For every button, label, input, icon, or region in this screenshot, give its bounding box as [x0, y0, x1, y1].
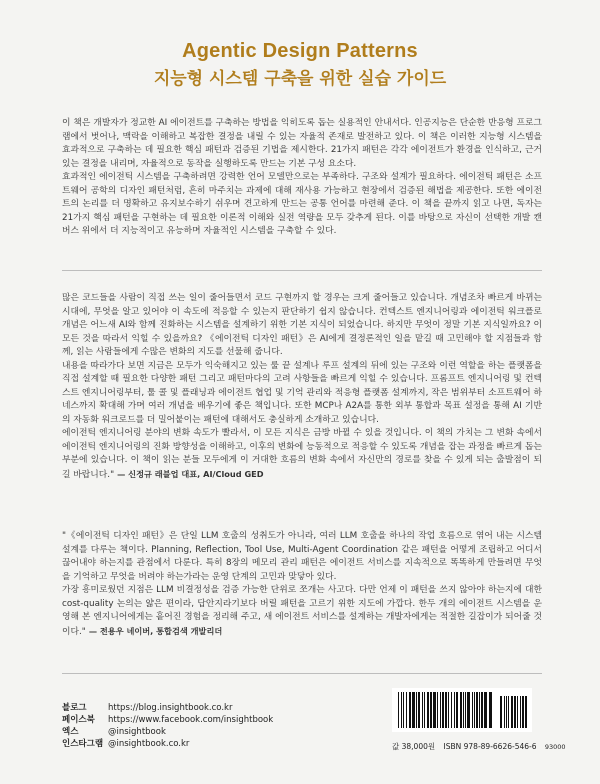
contact-label: 엑스: [62, 727, 79, 737]
isbn-barcode: [392, 688, 532, 732]
contact-label: 인스타그램: [62, 739, 104, 749]
contact-value: @insightbook: [108, 727, 166, 737]
contact-row: [62, 714, 273, 726]
quote-paragraph: 내용을 따라가다 보면 지금은 모두가 익숙해지고 있는 룰 끝 설계나 루프 설계의 뒤에 있는 구조와 이런 역할을 하는 플랫폼을 직접 설계할 때 필요한 다양한 패턴 그리고 패턴마다의 고려 사항들을 빠르게 익힐 수 있습니다. 프롬프트 엔지니어링 및 컨텍스트 엔지니어링부터, 툴 콜 및 플래닝과 에이전트 협업 및 기억 관리와 적응형 플랫폼 설계까지, 작은 범위부터 소프트웨어 하네스까지 확대해 가며 여러 개념을 배우기에 좋은 책입니다. 또한 MCP나 A2A를 통한 외부 통합과 목표 설정을 통해 AI 기반의 자동화 워크로드를 더 밀어붙이는 패턴에 대해서도 충실하게 소개하고 있습니다.: [62, 360, 542, 425]
review-quote-1: [62, 292, 542, 482]
contact-row: [62, 702, 273, 714]
contact-row: [62, 738, 273, 750]
barcode-graphic: [392, 688, 532, 732]
intro-paragraph: 이 책은 개발자가 정교한 AI 에이전트를 구축하는 방법을 익히도록 돕는 실용적인 안내서다. 인공지능은 단순한 반응형 프로그램에서 벗어나, 맥락을 이해하고 복잡한 결정을 내릴 수 있는 자율적 존재로 발전하고 있다. 이 책은 이러한 지능형 시스템을 효과적으로 구축하는 데 필요한 핵심 패턴과 검증된 기법을 제시한다. 21가지 패턴은 각각 에이전트가 환경을 인식하고, 근거 있는 결정을 내리며, 자율적으로 동작을 실행하도록 만드는 기본 구성 요소다.: [62, 118, 542, 169]
contact-value: https://blog.insightbook.co.kr: [108, 703, 233, 713]
contact-value: @insightbook.co.kr: [108, 739, 190, 749]
intro-section: [62, 117, 542, 239]
contact-row: [62, 726, 273, 738]
price-isbn-line: [392, 741, 566, 752]
quote-text: 가장 흥미로웠던 지점은 LLM 비결정성을 검증 가능한 단위로 쪼개는 사고다. 다만 언제 이 패턴을 쓰지 않아야 하는지에 대한 cost-quality 논의는 얇은 편이라, 답안지라기보다 버릴 패턴을 고르기 위한 지도에 가깝다. 한두 개의 에이전트 시스템을 운영해 본 엔지니어에게는 흩어진 경험을 정리해 주고, 새 에이전트 서비스를 설계하는 개발자에게는 적절한 길잡이가 되어줄 것이다.": [62, 585, 542, 637]
quote-text: 에이전틱 엔지니어링 분야의 변화 속도가 빨라서, 이 모든 지식은 금방 바뀔 수 있을 것입니다. 이 책의 가치는 그 변화 속에서 에이전틱 엔지니어링의 진화 방향성을 이해하고, 이후의 변화에 능동적으로 적응할 수 있도록 개념을 잡는 과정을 빠르게 돕는 부분에 있습니다. 이 책이 읽는 분들 모두에게 이 거대한 흐름의 변화 속에서 자신만의 경로를 찾을 수 있게 되는 출발점이 되길 바랍니다.": [62, 428, 542, 480]
quote-paragraph: 많은 코드들을 사람이 직접 쓰는 일이 줄어들면서 코드 구현까지 할 경우는 크게 줄어들고 있습니다. 개념조차 빠르게 바뀌는 시대에, 무엇을 알고 있어야 이 속도에 적응할 수 있는지 판단하기 쉽지 않습니다. 컨텍스트 엔지니어링과 에이전틱 워크플로 개념은 어느새 AI와 함께 진화하는 시스템을 설계하기 위한 기본 지식이 되었습니다. 하지만 무엇이 정말 기본 지식일까요? 이 모든 것을 따라서 익힐 수 있을까요? 《에이전틱 디자인 패턴》은 AI에게 결정론적인 일을 맡길 때 고민해야 할 지점들과 함께, 읽는 사람들에게 수많은 변화의 지도를 선물해 줍니다.: [62, 293, 542, 357]
quote-paragraph: [62, 584, 542, 639]
intro-paragraph: 효과적인 에이전틱 시스템을 구축하려면 강력한 언어 모델만으로는 부족하다. 구조와 설계가 필요하다. 에이전틱 패턴은 소프트웨어 공학의 디자인 패턴처럼, 흔히 마주치는 과제에 대해 재사용 가능하고 현장에서 검증된 해법을 제공한다. 또한 에이전트의 논리를 더 명확하고 유지보수하기 쉬우며 견고하게 만드는 공통 언어를 마련해 준다. 이 책을 끝까지 읽고 나면, 독자는 21가지 핵심 패턴을 구현하는 데 필요한 이론적 이해와 실전 역량을 모두 갖추게 된다. 이를 바탕으로 자신이 선택한 개발 캔버스 위에서 더 지능적이고 유능하며 자율적인 시스템을 구축할 수 있다.: [62, 172, 542, 236]
add-on-code: 93000: [544, 743, 566, 751]
review-quote-2: [62, 530, 542, 639]
title-ko: 지능형 시스템 구축을 위한 실습 가이드: [153, 69, 447, 89]
isbn-text: ISBN 978-89-6626-546-6: [443, 742, 537, 751]
publisher-contacts: [62, 702, 273, 750]
quote-author: — 신정규 래블업 대표, AI/Cloud GED: [117, 468, 264, 479]
divider: [62, 270, 542, 271]
quote-paragraph: "《에이전틱 디자인 패턴》은 단일 LLM 호출의 성취도가 아니라, 여러 LLM 호출을 하나의 작업 흐름으로 엮어 내는 시스템 설계를 다루는 책이다. Planning, Reflection, Tool Use, Multi-Agent Coordination 같은 패턴을 어떻게 조립하고 어디서 끊어내야 하는지를 관점에서 다룬다. 특히 8장의 메모리 관리 패턴은 에이전트 서비스를 지속적으로 똑똑하게 만들려면 무엇을 기억하고 무엇을 버려야 하는가라는 운영 단계의 고민과 맞닿아 있다.: [62, 531, 542, 582]
quote-paragraph: [62, 427, 542, 482]
price-text: 값 38,000원: [392, 742, 436, 751]
quote-author: — 전용우 네이버, 통합검색 개발리더: [88, 625, 223, 636]
contact-label: 블로그: [62, 703, 87, 713]
contact-value: https://www.facebook.com/insightbook: [108, 715, 274, 725]
title-en: Agentic Design Patterns: [182, 40, 418, 62]
divider: [62, 673, 542, 674]
contact-label: 페이스북: [62, 715, 95, 725]
